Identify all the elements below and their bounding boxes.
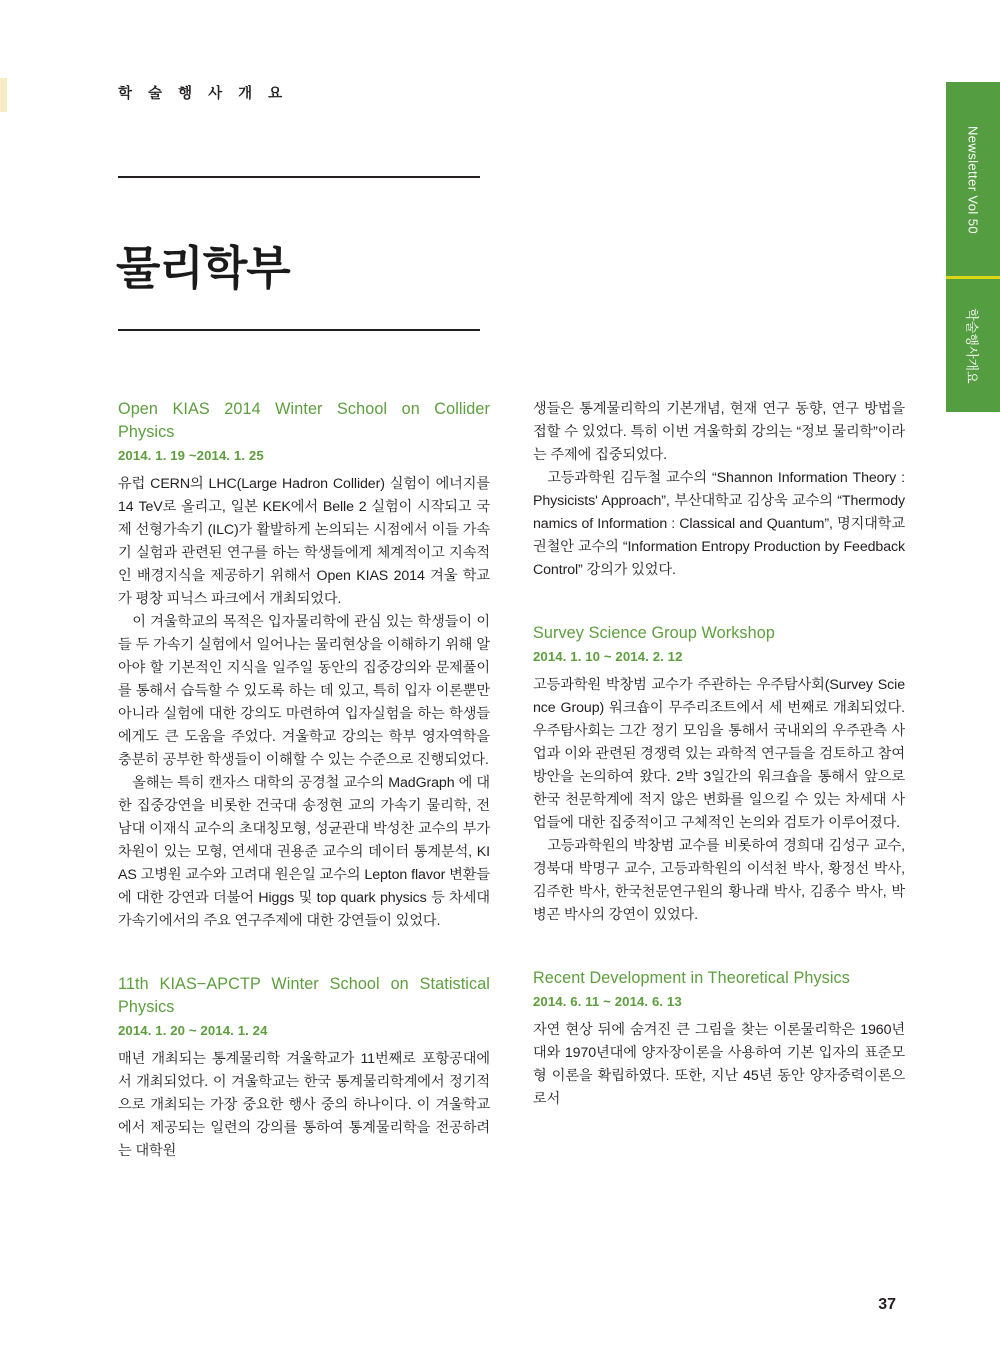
side-tab	[946, 82, 1000, 412]
title-rule-bottom	[118, 329, 480, 331]
side-tab-section-segment	[946, 279, 1000, 412]
article-paragraph: 이 겨울학교의 목적은 입자물리학에 관심 있는 학생들이 이들 두 가속기 실험에서 일어나는 물리현상을 이해하기 위해 알아야 할 기본적인 지식을 일주일 동안의 집중강의와 문제풀이를 통해서 습득할 수 있도록 하는 데 있고, 특히 입자 이론뿐만 아니라 실험에 대한 강의도 마련하여 입자실험을 하는 학생들에게도 큰 도움을 주었다. 겨울학교 강의는 학부 영자역학을 충분히 공부한 학생들이 이해할 수 있는 수준으로 진행되었다.	[118, 614, 490, 768]
article-title: Survey Science Group Workshop	[533, 624, 775, 642]
article-title: 11th KIAS−APCTP Winter School on Statistical Physics	[118, 975, 490, 1016]
side-tab-volume-label: Newsletter Vol 50	[965, 126, 981, 234]
article-paragraph: 고등과학원 박창범 교수가 주관하는 우주탐사회(Survey Science Group) 워크숍이 무주리조트에서 세 번째로 개최되었다. 우주탐사회는 그간 정기 모임을 통해서 국내외의 우주관측 사업과 이와 관련된 경쟁력 있는 과학적 연구들을 검토하고 참여 방안을 논의하여 왔다. 2박 3일간의 워크숍을 통해서 앞으로 한국 천문학계에 적지 않은 변화를 일으킬 수 있는 차세대 사업들에 대한 집중적이고 구체적인 논의와 검토가 이루어졌다.	[533, 677, 905, 831]
article-date: 2014. 1. 20 ~ 2014. 1. 24	[118, 1023, 268, 1038]
title-rule-top	[118, 176, 480, 178]
page-kicker: 학 술 행 사 개 요	[118, 86, 289, 102]
article-paragraph: 고등과학원의 박창범 교수를 비롯하여 경희대 김성구 교수, 경북대 박명구 교수, 고등과학원의 이석천 박사, 황정선 박사, 김주한 박사, 한국천문연구원의 황나래 박사, 김종수 박사, 박병곤 박사의 강연이 있었다.	[533, 838, 905, 923]
right-column	[533, 398, 905, 1111]
article-date: 2014. 1. 19 ~2014. 1. 25	[118, 448, 264, 463]
article-date: 2014. 6. 11 ~ 2014. 6. 13	[533, 994, 682, 1009]
page-number: 37	[878, 1296, 896, 1313]
article-paragraph: 고등과학원 김두철 교수의 “Shannon Information Theory : Physicists' Approach”, 부산대학교 김상욱 교수의 “Thermodynamics of Information : Classical and Quantum”, 명지대학교 권철안 교수의 “Information Entropy Production by Feedback Control” 강의가 있었다.	[533, 470, 905, 578]
article	[118, 398, 490, 933]
article-title: Recent Development in Theoretical Physics	[533, 969, 850, 987]
article-paragraph: 올해는 특히 캔자스 대학의 공경철 교수의 MadGraph 에 대한 집중강연을 비롯한 건국대 송정현 교의 가속기 물리학, 전남대 이재식 교수의 초대칭모형, 성균관대 박성찬 교수의 부가차원이 있는 모형, 연세대 권용준 교수의 데이터 통계분석, KIAS 고병원 교수와 고려대 원은일 교수의 Lepton flavor 변환들에 대한 강연과 더불어 Higgs 및 top quark physics 등 차세대 가속기에서의 주요 연구주제에 대한 강연들이 있었다.	[118, 775, 490, 929]
article-date: 2014. 1. 10 ~ 2014. 2. 12	[533, 649, 683, 664]
article-paragraph: 자연 현상 뒤에 숨겨진 큰 그림을 찾는 이론물리학은 1960년대와 1970년대에 양자장이론을 사용하여 기본 입자의 표준모형 이론을 확립하였다. 또한, 지난 45년 동안 양자중력이론으로서	[533, 1022, 905, 1107]
side-tab-volume-segment	[946, 82, 1000, 278]
article-paragraph: 매년 개최되는 통계물리학 겨울학교가 11번째로 포항공대에서 개최되었다. 이 겨울학교는 한국 통계물리학계에서 정기적으로 개최되는 가장 중요한 행사 중의 하나이다. 이 겨울학교에서 제공되는 일련의 강의를 통하여 통계물리학을 전공하려는 대학원	[118, 1051, 490, 1159]
article	[533, 622, 905, 927]
side-tab-section-label: 학술행사개요	[964, 307, 980, 384]
article-paragraph: 유럽 CERN의 LHC(Large Hadron Collider) 실험이 에너지를 14 TeV로 올리고, 일본 KEK에서 Belle 2 실험이 시작되고 국제 선형가속기 (ILC)가 활발하게 논의되는 시점에서 이들 가속기 실험과 관련된 연구를 하는 학생들에게 체계적이고 지속적인 배경지식을 제공하기 위해서 Open KIAS 2014 겨울 학교가 평창 피닉스 파크에서 개최되었다.	[118, 476, 490, 607]
page-edge-mark	[0, 78, 7, 112]
article	[118, 973, 490, 1163]
left-column	[118, 398, 490, 1163]
article	[533, 398, 905, 582]
article-paragraph: 생들은 통계물리학의 기본개념, 현재 연구 동향, 연구 방법을 접할 수 있었다. 특히 이번 겨울학회 강의는 “정보 물리학”이라는 주제에 집중되었다.	[533, 401, 905, 463]
article-title: Open KIAS 2014 Winter School on Collider Physics	[118, 400, 490, 441]
page-title: 물리학부	[116, 241, 290, 294]
article	[533, 967, 905, 1111]
